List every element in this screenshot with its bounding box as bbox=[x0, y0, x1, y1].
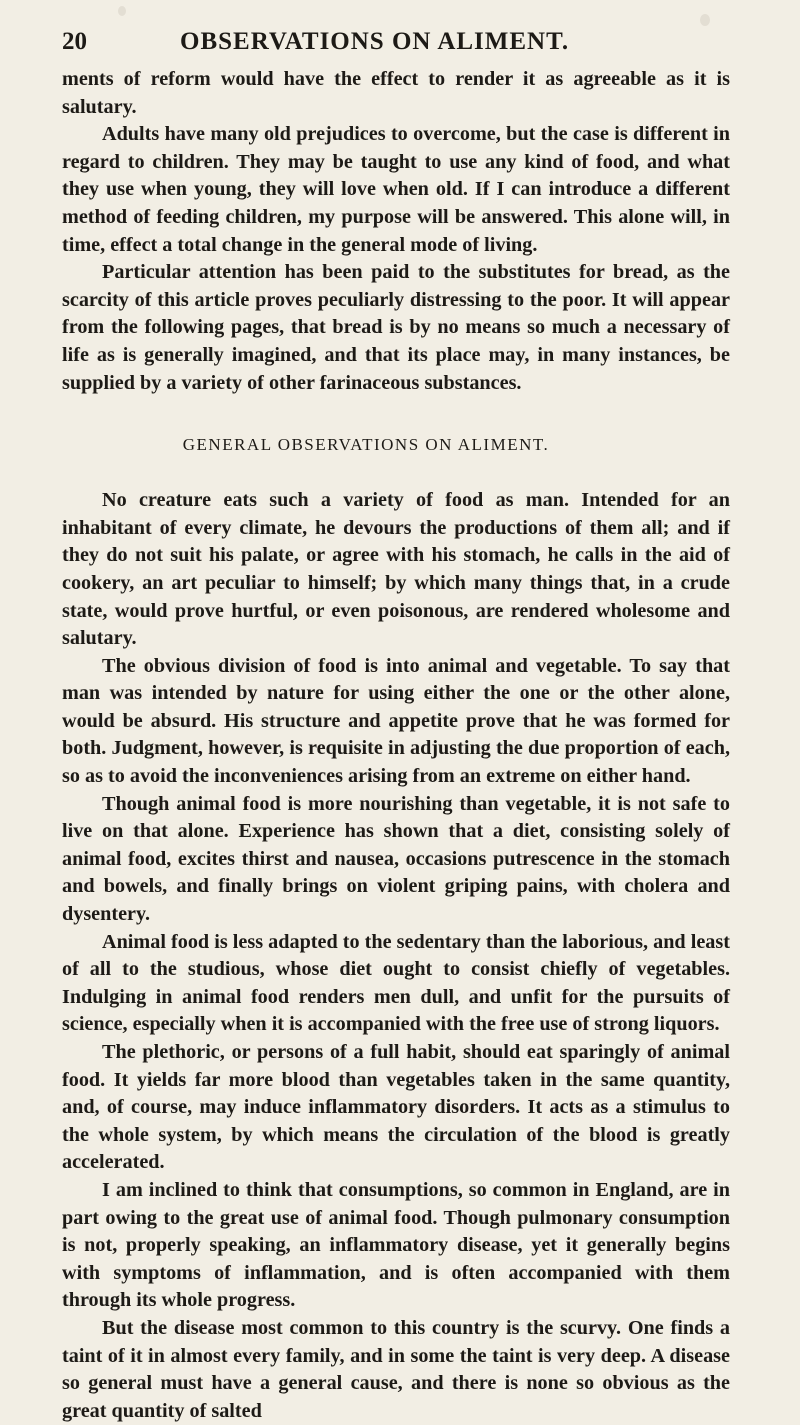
paper-spot bbox=[700, 14, 710, 26]
paragraph: The plethoric, or persons of a full habit, should eat sparingly of animal food. It yields far more blood than vegetables taken in the same quantity, and, of course, may induce inflammatory disorders. It acts as a stimulus to the whole system, by which means the circulation of the blood is greatly accelerated. bbox=[62, 1041, 730, 1174]
text-block-bottom bbox=[62, 487, 730, 1425]
paragraph: ments of reform would have the effect to render it as agreeable as it is salutary. bbox=[62, 68, 730, 118]
section-heading: GENERAL OBSERVATIONS ON ALIMENT. bbox=[182, 435, 550, 455]
page-number: 20 bbox=[62, 28, 87, 55]
paragraph: I am inclined to think that consumptions, so common in England, are in part owing to the great use of animal food. Though pulmonary consumption is not, properly speaking, an inflammatory disease, yet it generally begins with symptoms of inflammation, and is often accompanied with them through its whole progress. bbox=[62, 1178, 730, 1312]
paragraph: No creature eats such a variety of food as man. Intended for an inhabitant of every climate, he devours the productions of them all; and if they do not suit his palate, or agree with his stomach, he calls in the aid of cookery, an art peculiar to himself; by which many things that, in a crude state, would prove hurtful, or even poisonous, are rendered wholesome and salutary. bbox=[62, 489, 730, 650]
paragraph: Particular attention has been paid to the substitutes for bread, as the scarcity of this article proves peculiarly distressing to the poor. It will appear from the following pages, that bread is by no means so much a necessary of life as is generally imagined, and that its place may, in many instances, be supplied by a variety of other farinaceous substances. bbox=[62, 261, 730, 394]
paragraph: Animal food is less adapted to the sedentary than the laborious, and least of all to the studious, whose diet ought to consist chiefly of vegetables. Indulging in animal food renders men dull, and unfit for the pursuits of science, especially when it is accompanied with the free use of strong liquors. bbox=[62, 930, 730, 1036]
running-header bbox=[62, 28, 730, 64]
paper-spot bbox=[118, 6, 126, 16]
text-block-top bbox=[62, 66, 730, 397]
paragraph: Adults have many old prejudices to overcome, but the case is different in regard to children. They may be taught to use any kind of food, and what they use when young, they will love when old. If I can introduce a different method of feeding children, my purpose will be answered. This alone will, in time, effect a total change in the general mode of living. bbox=[62, 123, 730, 256]
paragraph: Though animal food is more nourishing than vegetable, it is not safe to live on that alone. Experience has shown that a diet, consisting solely of animal food, excites thirst and nausea, occasions putrescence in the stomach and bowels, and finally brings on violent griping pains, with cholera and dysentery. bbox=[62, 792, 730, 926]
paragraph: The obvious division of food is into animal and vegetable. To say that man was intended by nature for using either the one or the other alone, would be absurd. His structure and appetite prove that he was formed for both. Judgment, however, is requisite in adjusting the due proportion of each, so as to avoid the inconveniences arising from an extreme on either hand. bbox=[62, 654, 730, 788]
paragraph: But the disease most common to this country is the scurvy. One finds a taint of it in almost every family, and in some the taint is very deep. A disease so general must have a general cause, and there is none so obvious as the great quantity of salted bbox=[62, 1316, 730, 1422]
running-title: OBSERVATIONS ON ALIMENT. bbox=[180, 28, 570, 55]
